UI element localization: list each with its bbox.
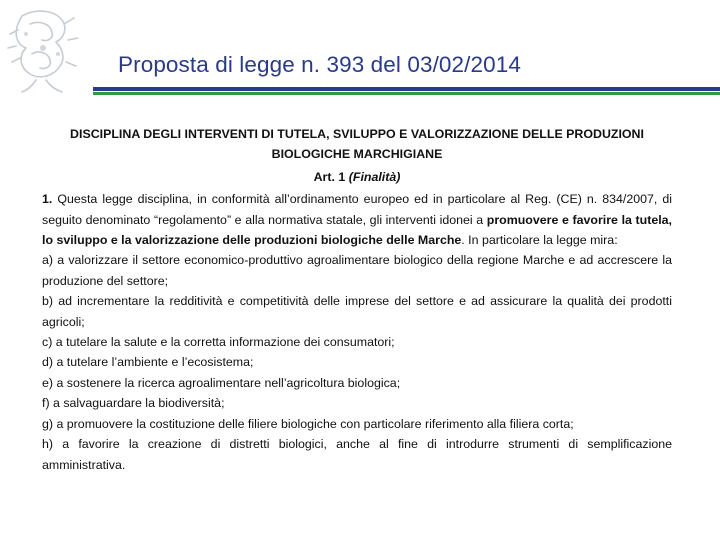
- article-paragraph-1: 1. Questa legge disciplina, in conformità all’ordinamento europeo ed in particolare al Reg. (CE) n. 834/2007, di seguito denominato “regolamento” e alla normativa statale, gli interventi idonei a promuovere e favorire la tutela, lo sviluppo e la valorizzazione delle produzioni biologiche delle Marche. In particolare la legge mira:: [42, 192, 672, 248]
- paragraph-number: 1.: [42, 192, 53, 207]
- list-item-g: g) a promuovere la costituzione delle filiere biologiche con particolare riferimento alla filiera corta;: [42, 416, 574, 431]
- slide-title: Proposta di legge n. 393 del 03/02/2014: [118, 52, 521, 77]
- list-item-b: b) ad incrementare la redditività e competitività delle imprese del settore e ad assicurare la qualità dei prodotti agricoli;: [42, 294, 672, 329]
- regione-marche-logo-watermark-icon: [2, 4, 84, 96]
- list-item-c: c) a tutelare la salute e la corretta informazione dei consumatori;: [42, 335, 395, 350]
- list-item-d: d) a tutelare l’ambiente e l’ecosistema;: [42, 355, 254, 370]
- title-divider-green: [93, 92, 720, 95]
- law-text-body: [42, 124, 672, 475]
- list-item-f: f) a salvaguardare la biodiversità;: [42, 396, 225, 411]
- article-heading: Art. 1 (Finalità): [313, 169, 401, 184]
- law-heading: DISCIPLINA DEGLI INTERVENTI DI TUTELA, SVILUPPO E VALORIZZAZIONE DELLE PRODUZIONI BIOLOGICHE MARCHIGIANE: [70, 127, 644, 162]
- list-item-e: e) a sostenere la ricerca agroalimentare nell’agricoltura biologica;: [42, 375, 401, 390]
- list-item-h: h) a favorire la creazione di distretti biologici, anche al fine di introdurre strumenti di semplificazione amministrativa.: [42, 437, 672, 472]
- list-item-a: a) a valorizzare il settore economico-produttivo agroalimentare biologico della regione Marche e ad accrescere la produzione del settore;: [42, 253, 672, 288]
- title-divider-blue: [93, 87, 720, 91]
